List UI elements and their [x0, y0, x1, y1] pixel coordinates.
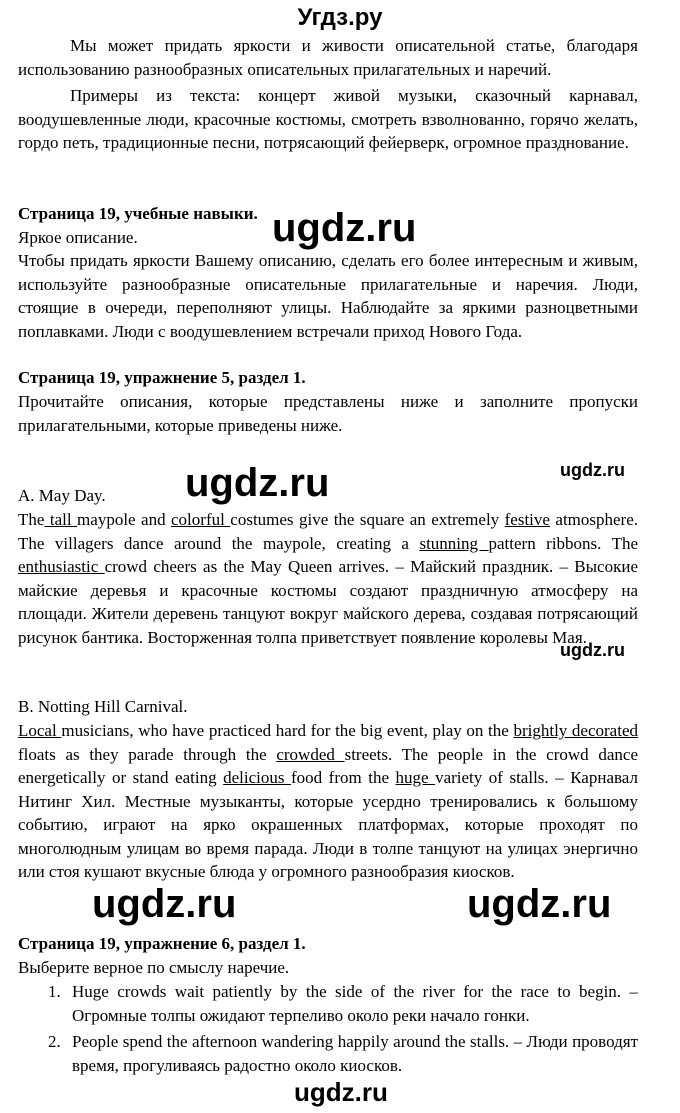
watermark: ugdz.ru	[560, 460, 625, 480]
list-item	[48, 980, 638, 1027]
section3-instruction: Выберите верное по смыслу наречие.	[18, 958, 290, 977]
partB-t3: streets. The people in the crowd dance energetically or stand eating	[18, 744, 638, 787]
partA-blank-stunning: stunning	[419, 533, 489, 553]
list-item	[48, 1030, 638, 1077]
partA-text	[18, 508, 638, 649]
watermark: ugdz.ru	[185, 461, 330, 505]
partA-blank-enthusiastic: enthusiastic	[18, 557, 105, 576]
partA-t4: atmosphere. The villagers dance around the maypole, creating a	[18, 510, 639, 553]
watermark: ugdz.ru	[467, 882, 612, 926]
partA-blank-festive: festive	[504, 510, 550, 529]
section2-instruction: Прочитайте описания, которые представлены ниже и заполните пропуски прилагательными, которые приведены ниже.	[18, 392, 638, 435]
answer-list	[48, 980, 638, 1077]
partA-t5: pattern ribbons. The	[488, 533, 639, 553]
partB-blank-brightly-decorated: brightly decorated	[513, 721, 638, 740]
intro-paragraph-2: Примеры из текста: концерт живой музыки, сказочный карнавал, воодушевленные люди, красочные костюмы, смотреть взволнованно, горячо желать, гордо петь, традиционные песни, потрясающий фейерверк, огромное празднование.	[18, 86, 638, 152]
site-title: Угдз.ру	[297, 4, 383, 31]
partA-blank-colorful: colorful	[171, 510, 231, 529]
list-item-text: Huge crowds wait patiently by the side of the river for the race to begin. – Огромные толпы ожидают терпеливо около реки начало гонки.	[72, 982, 638, 1025]
intro-paragraph-1: Мы может придать яркости и живости описательной статье, благодаря использованию разнообразных описательных прилагательных и наречий.	[18, 36, 638, 79]
partB-blank-delicious: delicious	[223, 768, 291, 787]
partB-text	[18, 719, 638, 884]
partB-t4: food from the	[291, 768, 396, 787]
partA-t1: The	[18, 510, 45, 529]
section1-heading: Страница 19, учебные навыки.	[18, 204, 258, 223]
partA-title: A. May Day.	[18, 486, 106, 505]
partB-blank-huge: huge	[395, 768, 436, 787]
section2-heading: Страница 19, упражнение 5, раздел 1.	[18, 368, 306, 387]
list-item-number: 1.	[48, 982, 61, 1001]
watermark: ugdz.ru	[92, 882, 237, 926]
partA-blank-tall: tall	[44, 510, 78, 529]
watermark: ugdz.ru	[272, 206, 417, 250]
partA-t3: costumes give the square an extremely	[230, 510, 505, 529]
partB-t1: musicians, who have practiced hard for the big event, play on the	[61, 721, 514, 740]
section1-subheading: Яркое описание.	[18, 228, 138, 247]
partB-blank-crowded: crowded	[276, 744, 345, 764]
partB-title: B. Notting Hill Carnival.	[18, 697, 188, 716]
partA-translation: – Майский праздник. – Высокие майские деревья и красочные костюмы создают праздничную атмосферу на площади. Жители деревень танцуют вокруг майского дерева, создавая потрясающий рисунок бантика. Восторженная толпа приветствует появление королевы Мая.	[18, 557, 639, 647]
watermark: ugdz.ru	[294, 1077, 388, 1107]
partB-t5: variety of stalls.	[435, 768, 549, 787]
partB-t2: floats as they parade through the	[18, 744, 277, 764]
list-item-number: 2.	[48, 1032, 61, 1051]
partB-blank-local: Local	[18, 721, 62, 740]
watermark: ugdz.ru	[560, 640, 625, 660]
list-item-text: People spend the afternoon wandering happily around the stalls. – Люди проводят время, прогуливаясь радостно около киосков.	[72, 1032, 638, 1075]
section3-heading: Страница 19, упражнение 6, раздел 1.	[18, 934, 306, 953]
partA-t2: maypole and	[77, 510, 172, 529]
partA-t6: crowd cheers as the May Queen arrives.	[104, 557, 390, 576]
section1-body: Чтобы придать яркости Вашему описанию, сделать его более интересным и живым, используйте разнообразные описательные прилагательные и наречия. Люди, стоящие в очереди, переполняют улицы. Наблюдайте за яркими разноцветными поплавками. Люди с воодушевлением встречали приход Нового Года.	[18, 251, 638, 341]
partB-translation: – Карнавал Нитинг Хил. Местные музыканты, которые усердно тренировались к большому событию, играют на ярко окрашенных платформах, которые проходят по многолюдным улицам во время парада. Люди в толпе танцуют на улицах энергично или стоя кушают вкусные блюда у огромного разнообразия киосков.	[18, 768, 638, 881]
